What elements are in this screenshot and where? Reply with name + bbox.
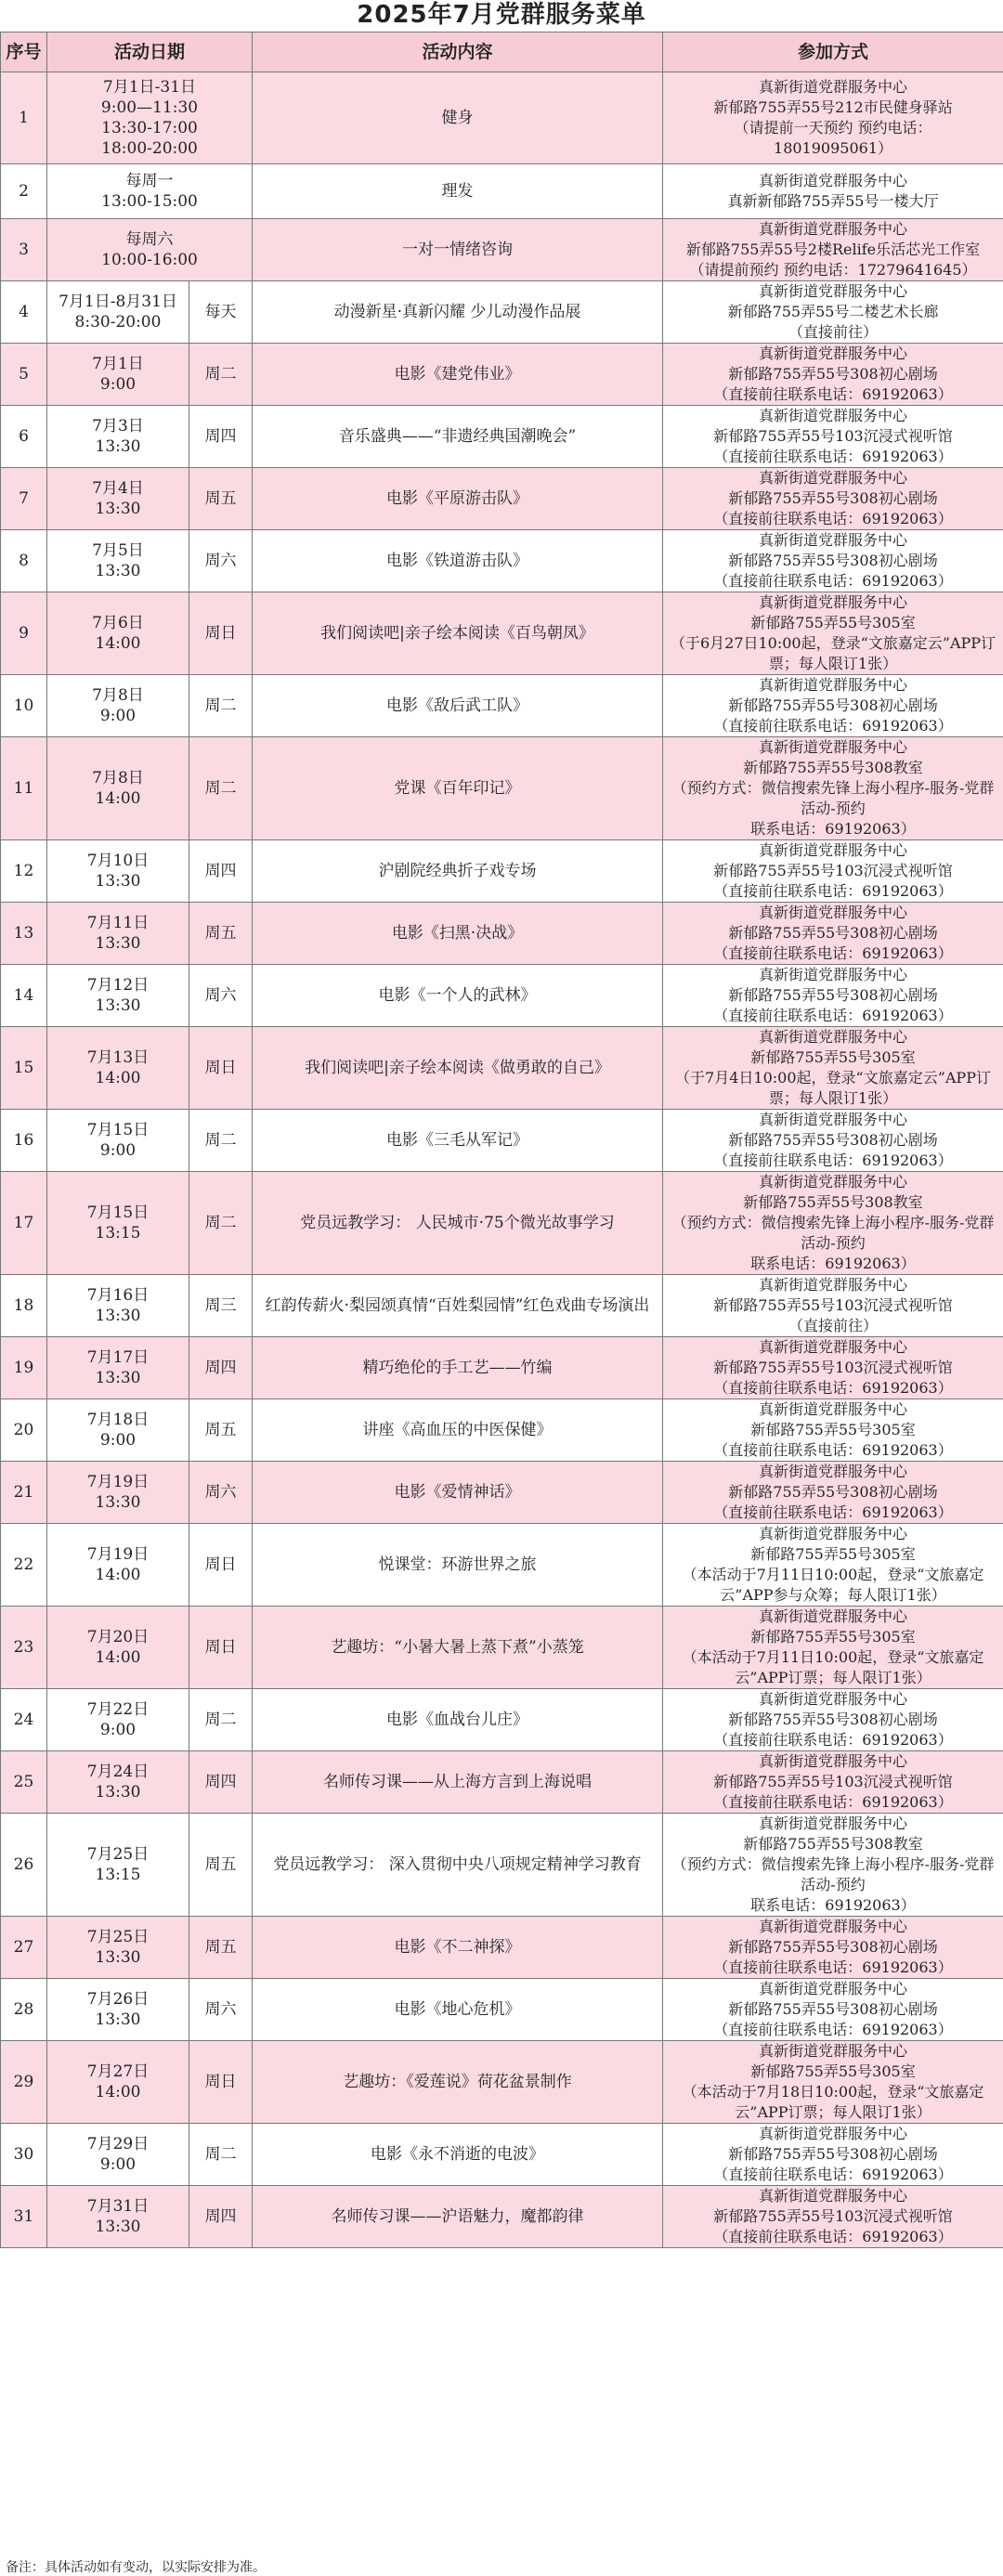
row-join: 真新街道党群服务中心 新郁路755弄55号2楼Relife乐活芯光工作室 （请提前预约 预约电话：17279641645） xyxy=(663,219,1003,281)
row-date: 7月1日-31日 9:00—11:30 13:30-17:00 18:00-20:00 xyxy=(47,72,253,164)
schedule-table xyxy=(0,32,1003,2248)
row-join: 真新街道党群服务中心 新郁路755弄55号308教室 （预约方式：微信搜索先锋上海小程序-服务-党群活动-预约 联系电话：69192063） xyxy=(663,737,1003,840)
table-row xyxy=(1,2124,1003,2186)
table-row xyxy=(1,1814,1003,1917)
row-join: 真新街道党群服务中心 新郁路755弄55号308教室 （预约方式：微信搜索先锋上海小程序-服务-党群活动-预约 联系电话：69192063） xyxy=(663,1814,1003,1917)
row-number: 17 xyxy=(1,1172,47,1275)
row-number: 24 xyxy=(1,1689,47,1751)
row-date: 7月18日 9:00 xyxy=(47,1399,189,1462)
row-join: 真新街道党群服务中心 新郁路755弄55号103沉浸式视听馆 （直接前往联系电话：69192063） xyxy=(663,2186,1003,2248)
row-weekday: 周五 xyxy=(189,1917,253,1979)
row-join: 真新街道党群服务中心 新郁路755弄55号103沉浸式视听馆 （直接前往） xyxy=(663,1275,1003,1337)
page-title: 2025年7月党群服务菜单 xyxy=(0,0,1003,30)
row-weekday: 周日 xyxy=(189,1027,253,1110)
row-join: 真新街道党群服务中心 新郁路755弄55号308初心剧场 （直接前往联系电话：69192063） xyxy=(663,468,1003,530)
row-weekday: 周六 xyxy=(189,965,253,1027)
row-content: 动漫新星·真新闪耀 少儿动漫作品展 xyxy=(253,281,663,344)
row-content: 理发 xyxy=(253,164,663,219)
row-date: 7月15日 9:00 xyxy=(47,1110,189,1172)
row-join: 真新街道党群服务中心 新郁路755弄55号305室 （直接前往联系电话：69192063） xyxy=(663,1399,1003,1462)
row-date: 7月22日 9:00 xyxy=(47,1689,189,1751)
row-weekday: 周二 xyxy=(189,1110,253,1172)
row-weekday: 周五 xyxy=(189,468,253,530)
row-join: 真新街道党群服务中心 新郁路755弄55号308初心剧场 （直接前往联系电话：69192063） xyxy=(663,1110,1003,1172)
row-content: 电影《血战台儿庄》 xyxy=(253,1689,663,1751)
header-join: 参加方式 xyxy=(663,33,1003,72)
row-content: 沪剧院经典折子戏专场 xyxy=(253,840,663,903)
row-content: 党员远教学习： 深入贯彻中央八项规定精神学习教育 xyxy=(253,1814,663,1917)
row-join: 真新街道党群服务中心 新郁路755弄55号308初心剧场 （直接前往联系电话：69192063） xyxy=(663,903,1003,965)
row-join: 真新街道党群服务中心 新郁路755弄55号103沉浸式视听馆 （直接前往联系电话：69192063） xyxy=(663,1751,1003,1814)
footer-note: 备注：具体活动如有变动，以实际安排为准。 xyxy=(6,2557,266,2576)
row-content: 电影《永不消逝的电波》 xyxy=(253,2124,663,2186)
row-weekday: 周四 xyxy=(189,840,253,903)
table-row xyxy=(1,1524,1003,1607)
row-date: 7月5日 13:30 xyxy=(47,530,189,592)
row-join: 真新街道党群服务中心 新郁路755弄55号308初心剧场 （直接前往联系电话：69192063） xyxy=(663,675,1003,737)
row-weekday: 周日 xyxy=(189,592,253,675)
row-number: 27 xyxy=(1,1917,47,1979)
row-number: 5 xyxy=(1,344,47,406)
table-row xyxy=(1,1462,1003,1524)
row-join: 真新街道党群服务中心 新郁路755弄55号212市民健身驿站 （请提前一天预约 预约电话： 18019095061） xyxy=(663,72,1003,164)
row-weekday: 周五 xyxy=(189,1399,253,1462)
row-weekday: 周五 xyxy=(189,903,253,965)
row-weekday: 周六 xyxy=(189,1979,253,2041)
row-content: 电影《建党伟业》 xyxy=(253,344,663,406)
row-date: 7月15日 13:15 xyxy=(47,1172,189,1275)
header-row xyxy=(1,33,1003,72)
row-content: 党课《百年印记》 xyxy=(253,737,663,840)
row-content: 电影《平原游击队》 xyxy=(253,468,663,530)
row-weekday: 每天 xyxy=(189,281,253,344)
row-content: 电影《铁道游击队》 xyxy=(253,530,663,592)
row-date: 7月6日 14:00 xyxy=(47,592,189,675)
row-content: 电影《敌后武工队》 xyxy=(253,675,663,737)
row-join: 真新街道党群服务中心 新郁路755弄55号305室 （本活动于7月18日10:00起，登录“文旅嘉定云”APP订票；每人限订1张） xyxy=(663,2041,1003,2124)
row-weekday: 周日 xyxy=(189,1524,253,1607)
row-content: 名师传习课——沪语魅力，魔都韵律 xyxy=(253,2186,663,2248)
row-content: 名师传习课——从上海方言到上海说唱 xyxy=(253,1751,663,1814)
row-content: 电影《三毛从军记》 xyxy=(253,1110,663,1172)
row-content: 我们阅读吧|亲子绘本阅读《百鸟朝凤》 xyxy=(253,592,663,675)
row-join: 真新街道党群服务中心 新郁路755弄55号103沉浸式视听馆 （直接前往联系电话：69192063） xyxy=(663,1337,1003,1399)
row-date: 7月8日 9:00 xyxy=(47,675,189,737)
row-content: 电影《扫黑·决战》 xyxy=(253,903,663,965)
row-content: 电影《爱情神话》 xyxy=(253,1462,663,1524)
row-date: 每周六 10:00-16:00 xyxy=(47,219,253,281)
row-number: 3 xyxy=(1,219,47,281)
table-row xyxy=(1,1751,1003,1814)
table-row xyxy=(1,219,1003,281)
row-join: 真新街道党群服务中心 新郁路755弄55号308教室 （预约方式：微信搜索先锋上海小程序-服务-党群活动-预约 联系电话：69192063） xyxy=(663,1172,1003,1275)
row-content: 电影《一个人的武林》 xyxy=(253,965,663,1027)
row-content: 艺趣坊：《爱莲说》荷花盆景制作 xyxy=(253,2041,663,2124)
row-date: 7月27日 14:00 xyxy=(47,2041,189,2124)
row-weekday: 周四 xyxy=(189,1337,253,1399)
table-row xyxy=(1,1399,1003,1462)
row-number: 29 xyxy=(1,2041,47,2124)
row-weekday: 周五 xyxy=(189,1814,253,1917)
row-number: 4 xyxy=(1,281,47,344)
row-number: 19 xyxy=(1,1337,47,1399)
row-weekday: 周二 xyxy=(189,675,253,737)
table-row xyxy=(1,164,1003,219)
row-number: 30 xyxy=(1,2124,47,2186)
table-row xyxy=(1,675,1003,737)
row-number: 6 xyxy=(1,406,47,468)
row-join: 真新街道党群服务中心 新郁路755弄55号308初心剧场 （直接前往联系电话：69192063） xyxy=(663,1462,1003,1524)
row-join: 真新街道党群服务中心 新郁路755弄55号308初心剧场 （直接前往联系电话：69192063） xyxy=(663,1917,1003,1979)
row-date: 7月31日 13:30 xyxy=(47,2186,189,2248)
row-number: 10 xyxy=(1,675,47,737)
table-row xyxy=(1,1027,1003,1110)
row-weekday: 周日 xyxy=(189,1607,253,1689)
row-number: 1 xyxy=(1,72,47,164)
row-number: 28 xyxy=(1,1979,47,2041)
row-date: 每周一 13:00-15:00 xyxy=(47,164,253,219)
row-number: 25 xyxy=(1,1751,47,1814)
row-join: 真新街道党群服务中心 新郁路755弄55号305室 （本活动于7月11日10:00起，登录“文旅嘉定云”APP参与众筹；每人限订1张） xyxy=(663,1524,1003,1607)
row-date: 7月3日 13:30 xyxy=(47,406,189,468)
row-number: 21 xyxy=(1,1462,47,1524)
table-row xyxy=(1,344,1003,406)
row-content: 电影《不二神探》 xyxy=(253,1917,663,1979)
row-content: 电影《地心危机》 xyxy=(253,1979,663,2041)
row-join: 真新街道党群服务中心 新郁路755弄55号103沉浸式视听馆 （直接前往联系电话：69192063） xyxy=(663,840,1003,903)
table-row xyxy=(1,530,1003,592)
table-row xyxy=(1,2041,1003,2124)
table-row xyxy=(1,1917,1003,1979)
table-row xyxy=(1,1607,1003,1689)
row-content: 红韵传薪火·梨园颂真情“百姓梨园情”红色戏曲专场演出 xyxy=(253,1275,663,1337)
row-content: 讲座《高血压的中医保健》 xyxy=(253,1399,663,1462)
row-weekday: 周二 xyxy=(189,1172,253,1275)
row-number: 16 xyxy=(1,1110,47,1172)
row-content: 音乐盛典——“非遗经典国潮晚会” xyxy=(253,406,663,468)
row-date: 7月26日 13:30 xyxy=(47,1979,189,2041)
row-join: 真新街道党群服务中心 新郁路755弄55号308初心剧场 （直接前往联系电话：69192063） xyxy=(663,530,1003,592)
header-no: 序号 xyxy=(1,33,47,72)
row-join: 真新街道党群服务中心 新郁路755弄55号308初心剧场 （直接前往联系电话：69192063） xyxy=(663,2124,1003,2186)
row-number: 12 xyxy=(1,840,47,903)
row-content: 精巧绝伦的手工艺——竹编 xyxy=(253,1337,663,1399)
row-number: 13 xyxy=(1,903,47,965)
row-date: 7月24日 13:30 xyxy=(47,1751,189,1814)
row-date: 7月13日 14:00 xyxy=(47,1027,189,1110)
row-weekday: 周二 xyxy=(189,2124,253,2186)
row-date: 7月1日-8月31日 8:30-20:00 xyxy=(47,281,189,344)
row-number: 31 xyxy=(1,2186,47,2248)
row-weekday: 周二 xyxy=(189,1689,253,1751)
row-join: 真新街道党群服务中心 新郁路755弄55号308初心剧场 （直接前往联系电话：69192063） xyxy=(663,1979,1003,2041)
table-row xyxy=(1,281,1003,344)
row-weekday: 周二 xyxy=(189,737,253,840)
row-date: 7月29日 9:00 xyxy=(47,2124,189,2186)
row-join: 真新街道党群服务中心 新郁路755弄55号二楼艺术长廊 （直接前往） xyxy=(663,281,1003,344)
table-row xyxy=(1,1110,1003,1172)
row-date: 7月19日 14:00 xyxy=(47,1524,189,1607)
table-row xyxy=(1,840,1003,903)
row-content: 一对一情绪咨询 xyxy=(253,219,663,281)
row-number: 2 xyxy=(1,164,47,219)
row-weekday: 周日 xyxy=(189,2041,253,2124)
header-content: 活动内容 xyxy=(253,33,663,72)
row-weekday: 周二 xyxy=(189,344,253,406)
row-content: 健身 xyxy=(253,72,663,164)
row-join: 真新街道党群服务中心 新郁路755弄55号305室 （本活动于7月11日10:00起，登录“文旅嘉定云”APP订票；每人限订1张） xyxy=(663,1607,1003,1689)
table-row xyxy=(1,965,1003,1027)
row-weekday: 周六 xyxy=(189,530,253,592)
table-row xyxy=(1,737,1003,840)
row-number: 23 xyxy=(1,1607,47,1689)
table-row xyxy=(1,468,1003,530)
table-row xyxy=(1,1979,1003,2041)
row-date: 7月12日 13:30 xyxy=(47,965,189,1027)
row-join: 真新街道党群服务中心 新郁路755弄55号308初心剧场 （直接前往联系电话：69192063） xyxy=(663,965,1003,1027)
row-date: 7月8日 14:00 xyxy=(47,737,189,840)
row-date: 7月10日 13:30 xyxy=(47,840,189,903)
row-weekday: 周四 xyxy=(189,406,253,468)
row-join: 真新街道党群服务中心 新郁路755弄55号308初心剧场 （直接前往联系电话：69192063） xyxy=(663,1689,1003,1751)
table-row xyxy=(1,903,1003,965)
row-date: 7月16日 13:30 xyxy=(47,1275,189,1337)
row-number: 15 xyxy=(1,1027,47,1110)
row-date: 7月11日 13:30 xyxy=(47,903,189,965)
row-weekday: 周四 xyxy=(189,1751,253,1814)
row-date: 7月25日 13:30 xyxy=(47,1917,189,1979)
table-row xyxy=(1,1275,1003,1337)
row-number: 22 xyxy=(1,1524,47,1607)
table-row xyxy=(1,72,1003,164)
table-row xyxy=(1,406,1003,468)
table-row xyxy=(1,1337,1003,1399)
row-number: 14 xyxy=(1,965,47,1027)
row-weekday: 周四 xyxy=(189,2186,253,2248)
row-date: 7月17日 13:30 xyxy=(47,1337,189,1399)
row-number: 8 xyxy=(1,530,47,592)
row-date: 7月25日 13:15 xyxy=(47,1814,189,1917)
table-row xyxy=(1,592,1003,675)
row-number: 11 xyxy=(1,737,47,840)
row-content: 悦课堂：环游世界之旅 xyxy=(253,1524,663,1607)
row-number: 7 xyxy=(1,468,47,530)
table-row xyxy=(1,2186,1003,2248)
row-number: 26 xyxy=(1,1814,47,1917)
row-date: 7月20日 14:00 xyxy=(47,1607,189,1689)
row-join: 真新街道党群服务中心 新郁路755弄55号305室 （于7月4日10:00起，登录“文旅嘉定云”APP订票；每人限订1张） xyxy=(663,1027,1003,1110)
row-content: 艺趣坊：“小暑大暑上蒸下煮”小蒸笼 xyxy=(253,1607,663,1689)
header-date: 活动日期 xyxy=(47,33,253,72)
row-number: 9 xyxy=(1,592,47,675)
table-row xyxy=(1,1172,1003,1275)
row-join: 真新街道党群服务中心 新郁路755弄55号305室 （于6月27日10:00起，登录“文旅嘉定云”APP订票；每人限订1张） xyxy=(663,592,1003,675)
row-weekday: 周三 xyxy=(189,1275,253,1337)
table-row xyxy=(1,1689,1003,1751)
row-number: 18 xyxy=(1,1275,47,1337)
row-join: 真新街道党群服务中心 新郁路755弄55号308初心剧场 （直接前往联系电话：69192063） xyxy=(663,344,1003,406)
row-content: 我们阅读吧|亲子绘本阅读《做勇敢的自己》 xyxy=(253,1027,663,1110)
row-date: 7月4日 13:30 xyxy=(47,468,189,530)
row-join: 真新街道党群服务中心 真新新郁路755弄55号一楼大厅 xyxy=(663,164,1003,219)
row-date: 7月1日 9:00 xyxy=(47,344,189,406)
row-date: 7月19日 13:30 xyxy=(47,1462,189,1524)
row-weekday: 周六 xyxy=(189,1462,253,1524)
row-content: 党员远教学习： 人民城市·75个微光故事学习 xyxy=(253,1172,663,1275)
row-join: 真新街道党群服务中心 新郁路755弄55号103沉浸式视听馆 （直接前往联系电话：69192063） xyxy=(663,406,1003,468)
row-number: 20 xyxy=(1,1399,47,1462)
